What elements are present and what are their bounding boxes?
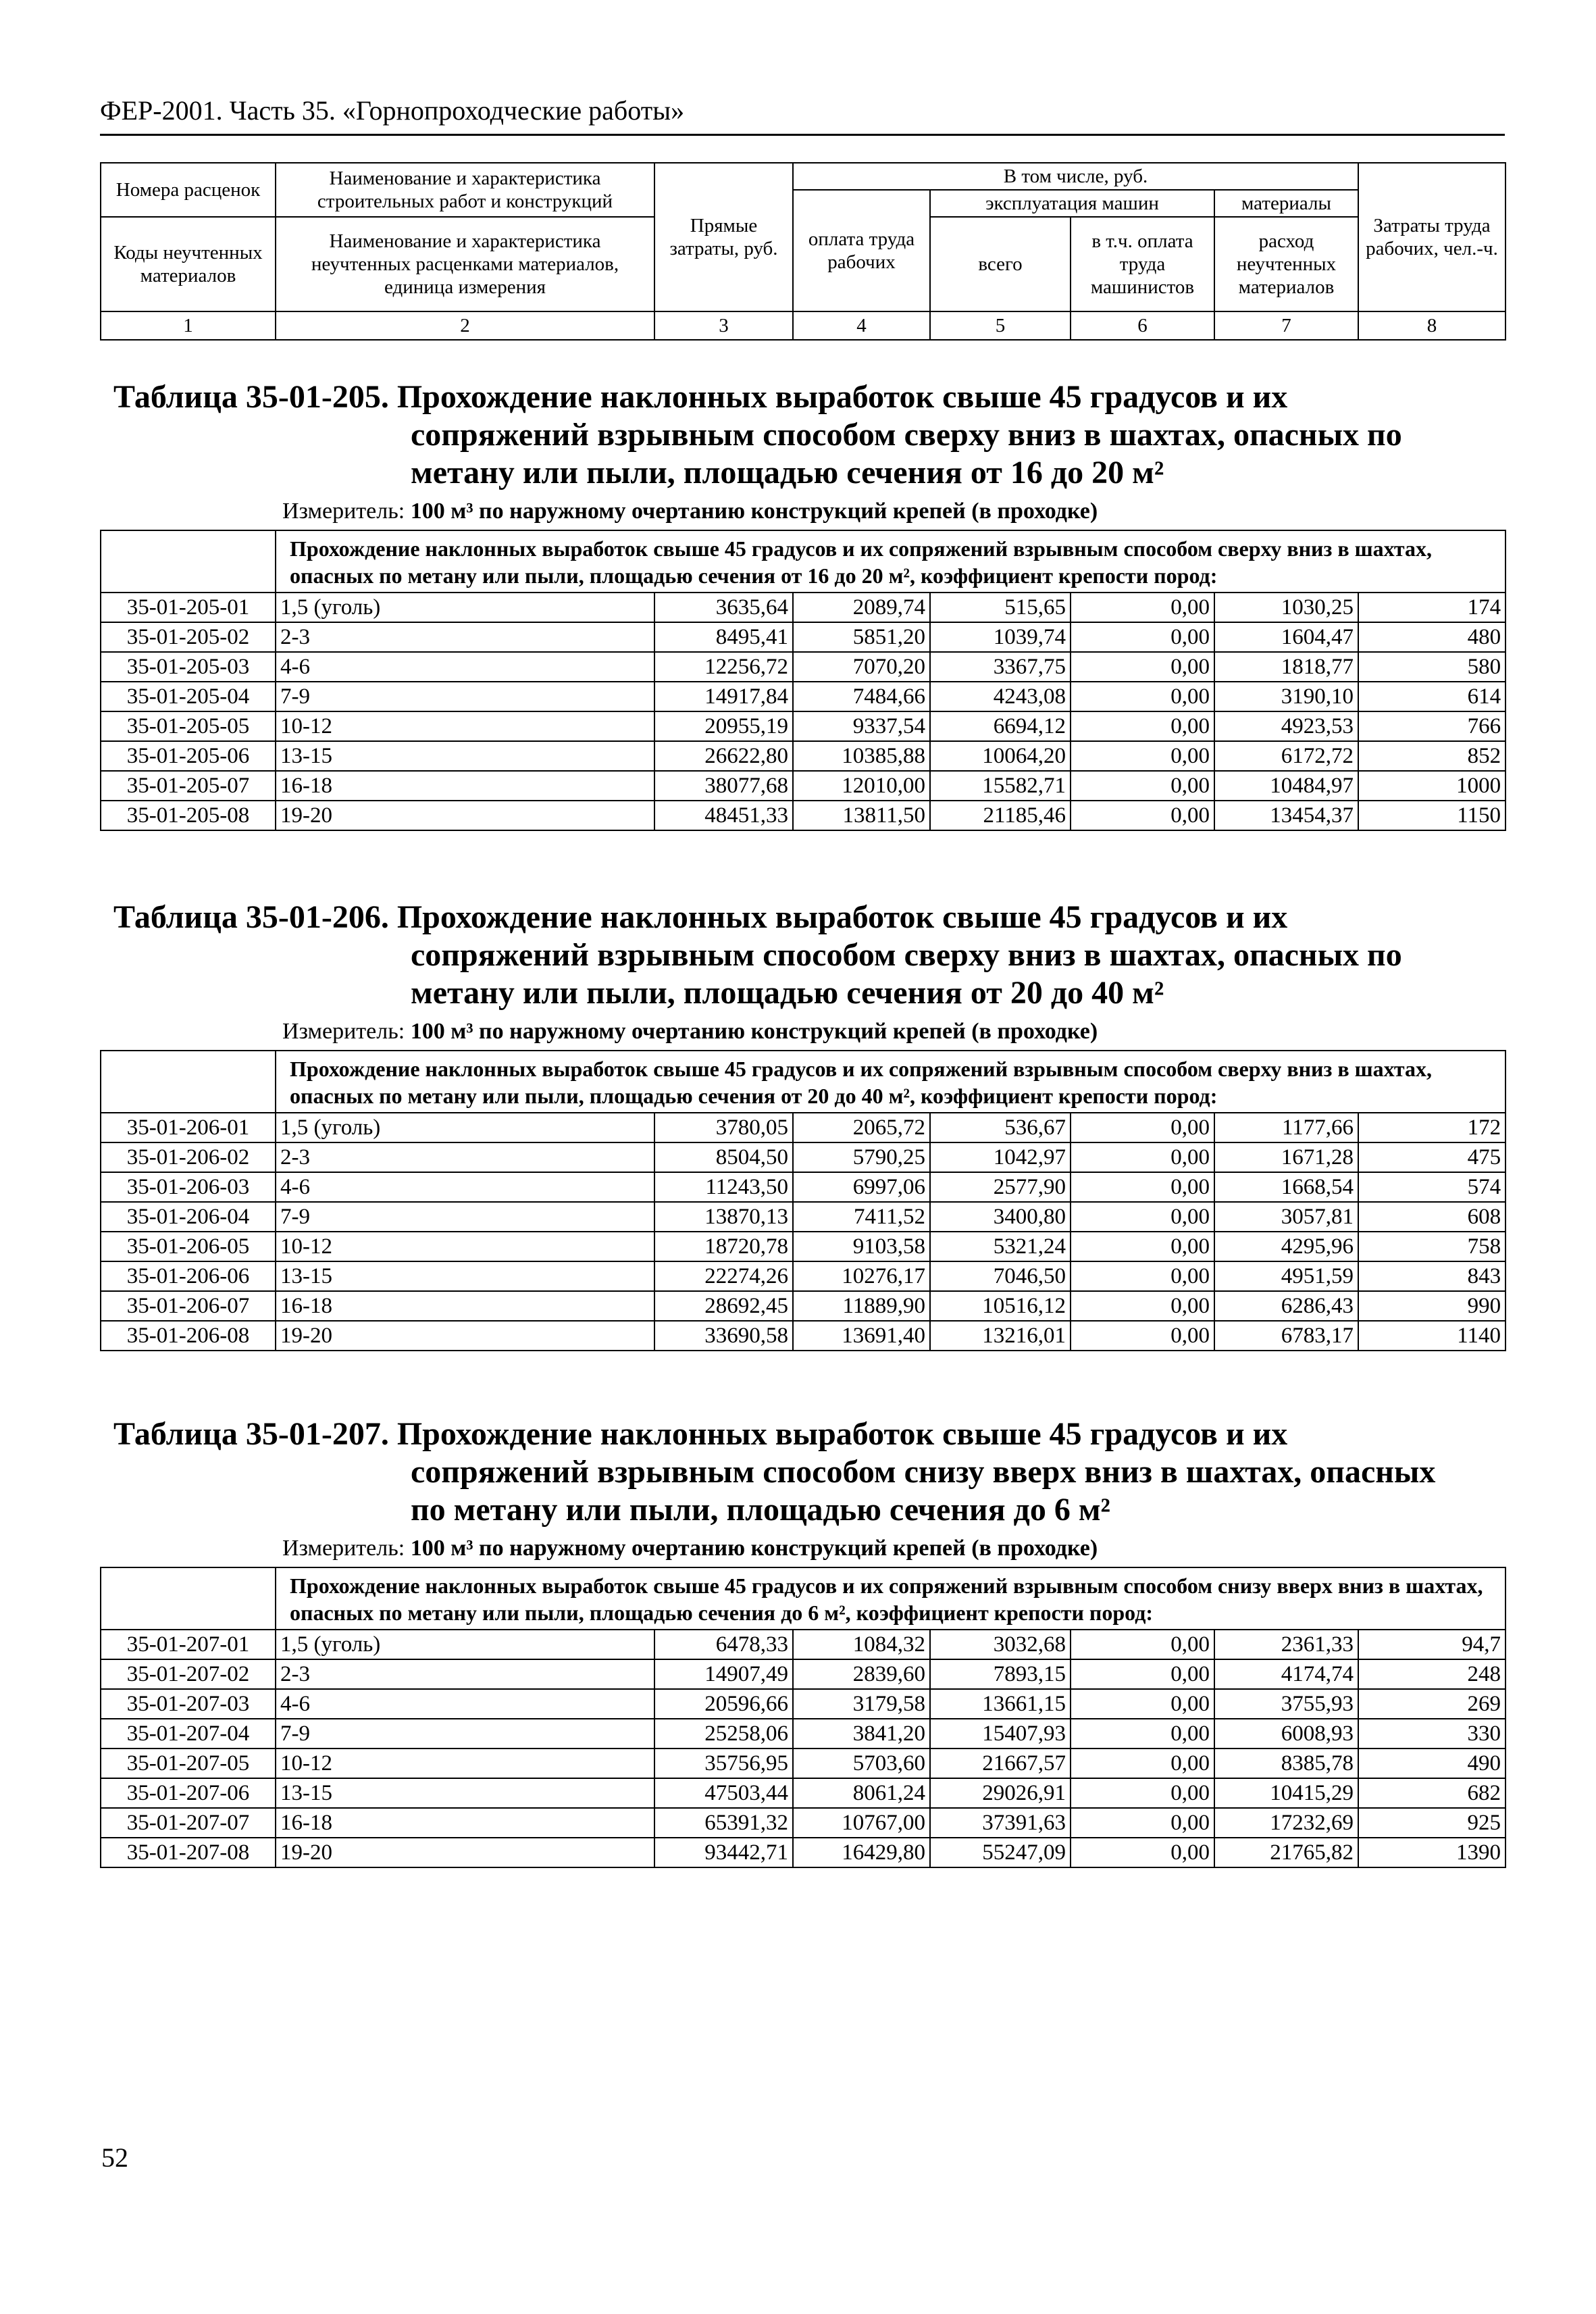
cell-mat: 1604,47: [1214, 622, 1358, 652]
table-row: [101, 1689, 1505, 1719]
cell-code: 35-01-207-01: [101, 1630, 276, 1659]
cell-hours: 614: [1358, 682, 1505, 711]
cell-hours: 990: [1358, 1291, 1505, 1321]
cell-mach-labor: 0,00: [1071, 1291, 1214, 1321]
cell-mach-labor: 0,00: [1071, 1719, 1214, 1749]
cell-direct: 3635,64: [654, 593, 793, 622]
measure-label: Измеритель:: [282, 1019, 405, 1044]
cell-labor: 10276,17: [793, 1261, 930, 1291]
col1-top: Номера расценок: [101, 163, 276, 217]
cell-code: 35-01-207-08: [101, 1838, 276, 1867]
cell-direct: 22274,26: [654, 1261, 793, 1291]
cell-direct: 12256,72: [654, 652, 793, 682]
cell-mach-labor: 0,00: [1071, 652, 1214, 682]
rate-table-block: [100, 358, 1505, 831]
cell-direct: 35756,95: [654, 1749, 793, 1778]
cell-mach-labor: 0,00: [1071, 1261, 1214, 1291]
cell-name: 2-3: [276, 1142, 654, 1172]
table-title-line: метану или пыли, площадью сечения от 16 до 20 м²: [411, 455, 1164, 491]
rates-table: [100, 1567, 1506, 1868]
cell-name: 4-6: [276, 652, 654, 682]
cell-mach: 13216,01: [930, 1321, 1071, 1351]
cell-mat: 6008,93: [1214, 1719, 1358, 1749]
cell-direct: 33690,58: [654, 1321, 793, 1351]
cell-labor: 2839,60: [793, 1659, 930, 1689]
cell-code: 35-01-205-06: [101, 741, 276, 771]
cell-mach-labor: 0,00: [1071, 1142, 1214, 1172]
table-row: [101, 1232, 1505, 1261]
cell-labor: 6997,06: [793, 1172, 930, 1202]
table-row: [101, 1113, 1505, 1142]
cell-code: 35-01-207-03: [101, 1689, 276, 1719]
cell-mach-labor: 0,00: [1071, 711, 1214, 741]
cell-mat: 1668,54: [1214, 1172, 1358, 1202]
cell-hours: 248: [1358, 1659, 1505, 1689]
cell-name: 7-9: [276, 1719, 654, 1749]
cell-mach-labor: 0,00: [1071, 1172, 1214, 1202]
cell-mach: 1042,97: [930, 1142, 1071, 1172]
table-title: [100, 899, 1505, 1012]
table-row: [101, 593, 1505, 622]
cell-direct: 26622,80: [654, 741, 793, 771]
cell-direct: 48451,33: [654, 801, 793, 830]
cell-name: 16-18: [276, 1291, 654, 1321]
cell-mach: 3400,80: [930, 1202, 1071, 1232]
cell-mach: 15582,71: [930, 771, 1071, 801]
cell-hours: 766: [1358, 711, 1505, 741]
description-row: [101, 1051, 1505, 1113]
cell-mach-labor: 0,00: [1071, 1630, 1214, 1659]
work-description: Прохождение наклонных выработок свыше 45 градусов и их сопряжений взрывным способом сверху вниз в шахтах, опасных по метану или пыли, площадью сечения от 20 до 40 м², коэффициент крепости пород:: [276, 1051, 1505, 1113]
cell-code: 35-01-207-05: [101, 1749, 276, 1778]
cell-labor: 2089,74: [793, 593, 930, 622]
table-title-line: сопряжений взрывным способом снизу вверх вниз в шахтах, опасных: [411, 1454, 1436, 1490]
col8-hours: Затраты труда рабочих, чел.-ч.: [1358, 163, 1505, 311]
cell-direct: 20596,66: [654, 1689, 793, 1719]
cell-hours: 843: [1358, 1261, 1505, 1291]
cell-mach-labor: 0,00: [1071, 622, 1214, 652]
cell-hours: 925: [1358, 1808, 1505, 1838]
cell-code: 35-01-205-02: [101, 622, 276, 652]
cell-direct: 65391,32: [654, 1808, 793, 1838]
cell-mach: 15407,93: [930, 1719, 1071, 1749]
cell-mat: 13454,37: [1214, 801, 1358, 830]
table-row: [101, 1659, 1505, 1689]
cell-labor: 2065,72: [793, 1113, 930, 1142]
cell-mach: 7046,50: [930, 1261, 1071, 1291]
work-description: Прохождение наклонных выработок свыше 45 градусов и их сопряжений взрывным способом сверху вниз в шахтах, опасных по метану или пыли, площадью сечения от 16 до 20 м², коэффициент крепости пород:: [276, 530, 1505, 593]
cell-mat: 1177,66: [1214, 1113, 1358, 1142]
table-row: [101, 1630, 1505, 1659]
table-row: [101, 1778, 1505, 1808]
cell-labor: 10767,00: [793, 1808, 930, 1838]
col-num-1: 1: [101, 311, 276, 340]
table-row: [101, 1838, 1505, 1867]
table-title-line: Таблица 35-01-205. Прохождение наклонных выработок свыше 45 градусов и их: [113, 379, 1288, 415]
cell-hours: 682: [1358, 1778, 1505, 1808]
cell-mach: 3032,68: [930, 1630, 1071, 1659]
table-row: [101, 771, 1505, 801]
cell-name: 7-9: [276, 1202, 654, 1232]
col5-machines-total: всего: [930, 217, 1071, 311]
cell-mat: 21765,82: [1214, 1838, 1358, 1867]
cell-name: 4-6: [276, 1172, 654, 1202]
cell-mach: 21185,46: [930, 801, 1071, 830]
cell-mat: 3057,81: [1214, 1202, 1358, 1232]
measure-line: [100, 1534, 1505, 1563]
cell-code: 35-01-207-04: [101, 1719, 276, 1749]
table-title-line: Таблица 35-01-206. Прохождение наклонных выработок свыше 45 градусов и их: [113, 899, 1288, 935]
cell-direct: 6478,33: [654, 1630, 793, 1659]
cell-mat: 2361,33: [1214, 1630, 1358, 1659]
description-spacer: [101, 1567, 276, 1630]
cell-hours: 758: [1358, 1232, 1505, 1261]
cell-code: 35-01-205-07: [101, 771, 276, 801]
cell-code: 35-01-205-08: [101, 801, 276, 830]
table-row: [101, 1808, 1505, 1838]
cell-mach-labor: 0,00: [1071, 801, 1214, 830]
cell-mach: 5321,24: [930, 1232, 1071, 1261]
cell-mat: 8385,78: [1214, 1749, 1358, 1778]
cell-name: 19-20: [276, 1838, 654, 1867]
cell-code: 35-01-206-08: [101, 1321, 276, 1351]
cell-code: 35-01-207-06: [101, 1778, 276, 1808]
cell-code: 35-01-205-05: [101, 711, 276, 741]
col2-bottom: Наименование и характеристика неучтенных расценками материалов, единица измерения: [276, 217, 654, 311]
cell-direct: 13870,13: [654, 1202, 793, 1232]
col1-bottom: Коды неучтенных материалов: [101, 217, 276, 311]
cell-direct: 11243,50: [654, 1172, 793, 1202]
cell-labor: 5703,60: [793, 1749, 930, 1778]
machines-header: эксплуатация машин: [930, 190, 1214, 217]
cell-name: 19-20: [276, 801, 654, 830]
description-spacer: [101, 530, 276, 593]
cell-hours: 490: [1358, 1749, 1505, 1778]
cell-mach-labor: 0,00: [1071, 1202, 1214, 1232]
cell-mach: 10064,20: [930, 741, 1071, 771]
cell-labor: 3841,20: [793, 1719, 930, 1749]
cell-mach-labor: 0,00: [1071, 741, 1214, 771]
cell-mach-labor: 0,00: [1071, 1659, 1214, 1689]
description-spacer: [101, 1051, 276, 1113]
cell-name: 19-20: [276, 1321, 654, 1351]
cell-code: 35-01-205-01: [101, 593, 276, 622]
col-num-8: 8: [1358, 311, 1505, 340]
table-row: [101, 682, 1505, 711]
cell-name: 13-15: [276, 1778, 654, 1808]
cell-direct: 25258,06: [654, 1719, 793, 1749]
col-num-4: 4: [793, 311, 930, 340]
cell-code: 35-01-205-03: [101, 652, 276, 682]
cell-labor: 5790,25: [793, 1142, 930, 1172]
table-title: [100, 1415, 1505, 1529]
materials-header: материалы: [1214, 190, 1358, 217]
cell-code: 35-01-206-04: [101, 1202, 276, 1232]
cell-labor: 16429,80: [793, 1838, 930, 1867]
cell-mach-labor: 0,00: [1071, 682, 1214, 711]
cell-direct: 8504,50: [654, 1142, 793, 1172]
cell-mach: 536,67: [930, 1113, 1071, 1142]
cell-mat: 6172,72: [1214, 741, 1358, 771]
cell-mach-labor: 0,00: [1071, 593, 1214, 622]
cell-labor: 12010,00: [793, 771, 930, 801]
cell-mach-labor: 0,00: [1071, 1321, 1214, 1351]
cell-mach-labor: 0,00: [1071, 1113, 1214, 1142]
table-row: [101, 1749, 1505, 1778]
cell-mat: 4923,53: [1214, 711, 1358, 741]
cell-mach: 29026,91: [930, 1778, 1071, 1808]
cell-name: 13-15: [276, 741, 654, 771]
cell-mach-labor: 0,00: [1071, 1749, 1214, 1778]
cell-name: 10-12: [276, 711, 654, 741]
cell-name: 2-3: [276, 622, 654, 652]
cell-hours: 172: [1358, 1113, 1505, 1142]
cell-name: 10-12: [276, 1749, 654, 1778]
cell-labor: 10385,88: [793, 741, 930, 771]
table-row: [101, 1261, 1505, 1291]
cell-labor: 9337,54: [793, 711, 930, 741]
page-header: ФЕР-2001. Часть 35. «Горнопроходческие работы»: [100, 95, 685, 126]
cell-code: 35-01-207-02: [101, 1659, 276, 1689]
cell-hours: 475: [1358, 1142, 1505, 1172]
cell-labor: 5851,20: [793, 622, 930, 652]
cell-name: 16-18: [276, 1808, 654, 1838]
page-number: 52: [101, 2142, 128, 2173]
table-row: [101, 801, 1505, 830]
table-row: [101, 1172, 1505, 1202]
cell-code: 35-01-206-02: [101, 1142, 276, 1172]
cell-labor: 13811,50: [793, 801, 930, 830]
cell-mat: 3755,93: [1214, 1689, 1358, 1719]
cell-labor: 7484,66: [793, 682, 930, 711]
cell-name: 13-15: [276, 1261, 654, 1291]
description-row: [101, 1567, 1505, 1630]
table-row: [101, 1142, 1505, 1172]
cell-code: 35-01-206-06: [101, 1261, 276, 1291]
cell-direct: 28692,45: [654, 1291, 793, 1321]
measure-label: Измеритель:: [282, 499, 405, 524]
cell-hours: 1150: [1358, 801, 1505, 830]
cell-direct: 18720,78: [654, 1232, 793, 1261]
cell-direct: 38077,68: [654, 771, 793, 801]
group-header: В том числе, руб.: [793, 163, 1358, 190]
measure-text: 100 м³ по наружному очертанию конструкций крепей (в проходке): [410, 499, 1098, 524]
cell-mat: 10415,29: [1214, 1778, 1358, 1808]
cell-hours: 94,7: [1358, 1630, 1505, 1659]
cell-direct: 93442,71: [654, 1838, 793, 1867]
cell-mat: 1671,28: [1214, 1142, 1358, 1172]
cell-hours: 480: [1358, 622, 1505, 652]
table-title-line: по метану или пыли, площадью сечения до 6 м²: [411, 1492, 1110, 1528]
cell-direct: 47503,44: [654, 1778, 793, 1808]
cell-labor: 3179,58: [793, 1689, 930, 1719]
cell-name: 7-9: [276, 682, 654, 711]
cell-code: 35-01-206-07: [101, 1291, 276, 1321]
cell-labor: 11889,90: [793, 1291, 930, 1321]
cell-direct: 20955,19: [654, 711, 793, 741]
cell-direct: 14917,84: [654, 682, 793, 711]
cell-mat: 1818,77: [1214, 652, 1358, 682]
cell-hours: 574: [1358, 1172, 1505, 1202]
col7-materials: расход неучтенных материалов: [1214, 217, 1358, 311]
cell-mach: 2577,90: [930, 1172, 1071, 1202]
table-title: [100, 378, 1505, 492]
cell-name: 10-12: [276, 1232, 654, 1261]
work-description: Прохождение наклонных выработок свыше 45 градусов и их сопряжений взрывным способом снизу вверх вниз в шахтах, опасных по метану или пыли, площадью сечения до 6 м², коэффициент крепости пород:: [276, 1567, 1505, 1630]
column-number-row: [101, 311, 1505, 340]
cell-mat: 4951,59: [1214, 1261, 1358, 1291]
cell-hours: 1390: [1358, 1838, 1505, 1867]
cell-mat: 17232,69: [1214, 1808, 1358, 1838]
cell-mat: 3190,10: [1214, 682, 1358, 711]
rates-table: [100, 530, 1506, 831]
description-row: [101, 530, 1505, 593]
cell-code: 35-01-206-03: [101, 1172, 276, 1202]
cell-mach: 37391,63: [930, 1808, 1071, 1838]
cell-name: 4-6: [276, 1689, 654, 1719]
rates-table: [100, 1050, 1506, 1351]
cell-mach-labor: 0,00: [1071, 1232, 1214, 1261]
cell-code: 35-01-206-05: [101, 1232, 276, 1261]
cell-labor: 8061,24: [793, 1778, 930, 1808]
col-num-3: 3: [654, 311, 793, 340]
col-num-2: 2: [276, 311, 654, 340]
cell-mat: 6286,43: [1214, 1291, 1358, 1321]
cell-labor: 7070,20: [793, 652, 930, 682]
cell-mach: 21667,57: [930, 1749, 1071, 1778]
cell-mat: 4174,74: [1214, 1659, 1358, 1689]
cell-mat: 10484,97: [1214, 771, 1358, 801]
cell-labor: 13691,40: [793, 1321, 930, 1351]
table-row: [101, 741, 1505, 771]
cell-hours: 608: [1358, 1202, 1505, 1232]
cell-code: 35-01-205-04: [101, 682, 276, 711]
cell-mach: 4243,08: [930, 682, 1071, 711]
rate-table-block: [100, 1395, 1505, 1868]
cell-name: 1,5 (уголь): [276, 1113, 654, 1142]
cell-mat: 6783,17: [1214, 1321, 1358, 1351]
table-row: [101, 1202, 1505, 1232]
cell-name: 2-3: [276, 1659, 654, 1689]
table-row: [101, 711, 1505, 741]
cell-hours: 1000: [1358, 771, 1505, 801]
cell-mach: 10516,12: [930, 1291, 1071, 1321]
cell-hours: 174: [1358, 593, 1505, 622]
measure-text: 100 м³ по наружному очертанию конструкций крепей (в проходке): [410, 1536, 1098, 1561]
cell-labor: 1084,32: [793, 1630, 930, 1659]
cell-mach: 13661,15: [930, 1689, 1071, 1719]
cell-mach: 7893,15: [930, 1659, 1071, 1689]
cell-hours: 269: [1358, 1689, 1505, 1719]
cell-direct: 14907,49: [654, 1659, 793, 1689]
cell-labor: 9103,58: [793, 1232, 930, 1261]
table-row: [101, 1321, 1505, 1351]
cell-code: 35-01-206-01: [101, 1113, 276, 1142]
cell-mach-labor: 0,00: [1071, 1838, 1214, 1867]
table-title-line: Таблица 35-01-207. Прохождение наклонных выработок свыше 45 градусов и их: [113, 1416, 1288, 1452]
cell-name: 16-18: [276, 771, 654, 801]
table-title-line: сопряжений взрывным способом сверху вниз в шахтах, опасных по: [411, 937, 1402, 973]
cell-mach-labor: 0,00: [1071, 1778, 1214, 1808]
cell-hours: 330: [1358, 1719, 1505, 1749]
col4-labor: оплата труда рабочих: [793, 190, 930, 311]
col6-machinist-labor: в т.ч. оплата труда машинистов: [1071, 217, 1214, 311]
cell-mach-labor: 0,00: [1071, 1689, 1214, 1719]
cell-mach: 3367,75: [930, 652, 1071, 682]
cell-hours: 1140: [1358, 1321, 1505, 1351]
cell-name: 1,5 (уголь): [276, 1630, 654, 1659]
cell-hours: 580: [1358, 652, 1505, 682]
rate-table-block: [100, 878, 1505, 1351]
cell-name: 1,5 (уголь): [276, 593, 654, 622]
cell-hours: 852: [1358, 741, 1505, 771]
col-num-7: 7: [1214, 311, 1358, 340]
table-title-line: метану или пыли, площадью сечения от 20 до 40 м²: [411, 975, 1164, 1011]
col3-direct: Прямые затраты, руб.: [654, 163, 793, 311]
cell-mach: 6694,12: [930, 711, 1071, 741]
header-rule: [100, 134, 1505, 136]
cell-mach: 55247,09: [930, 1838, 1071, 1867]
table-row: [101, 1719, 1505, 1749]
cell-mach: 515,65: [930, 593, 1071, 622]
cell-mach-labor: 0,00: [1071, 1808, 1214, 1838]
cell-mat: 4295,96: [1214, 1232, 1358, 1261]
table-row: [101, 1291, 1505, 1321]
table-title-line: сопряжений взрывным способом сверху вниз в шахтах, опасных по: [411, 417, 1402, 453]
cell-mach-labor: 0,00: [1071, 771, 1214, 801]
cell-code: 35-01-207-07: [101, 1808, 276, 1838]
col-num-6: 6: [1071, 311, 1214, 340]
table-row: [101, 622, 1505, 652]
col-num-5: 5: [930, 311, 1071, 340]
cell-labor: 7411,52: [793, 1202, 930, 1232]
measure-line: [100, 1017, 1505, 1046]
cell-mach: 1039,74: [930, 622, 1071, 652]
cell-mat: 1030,25: [1214, 593, 1358, 622]
cell-direct: 8495,41: [654, 622, 793, 652]
col2-top: Наименование и характеристика строительных работ и конструкций: [276, 163, 654, 217]
table-row: [101, 652, 1505, 682]
measure-label: Измеритель:: [282, 1536, 405, 1561]
cell-direct: 3780,05: [654, 1113, 793, 1142]
measure-text: 100 м³ по наружному очертанию конструкций крепей (в проходке): [410, 1019, 1098, 1044]
column-header-table: [100, 162, 1506, 341]
measure-line: [100, 497, 1505, 526]
